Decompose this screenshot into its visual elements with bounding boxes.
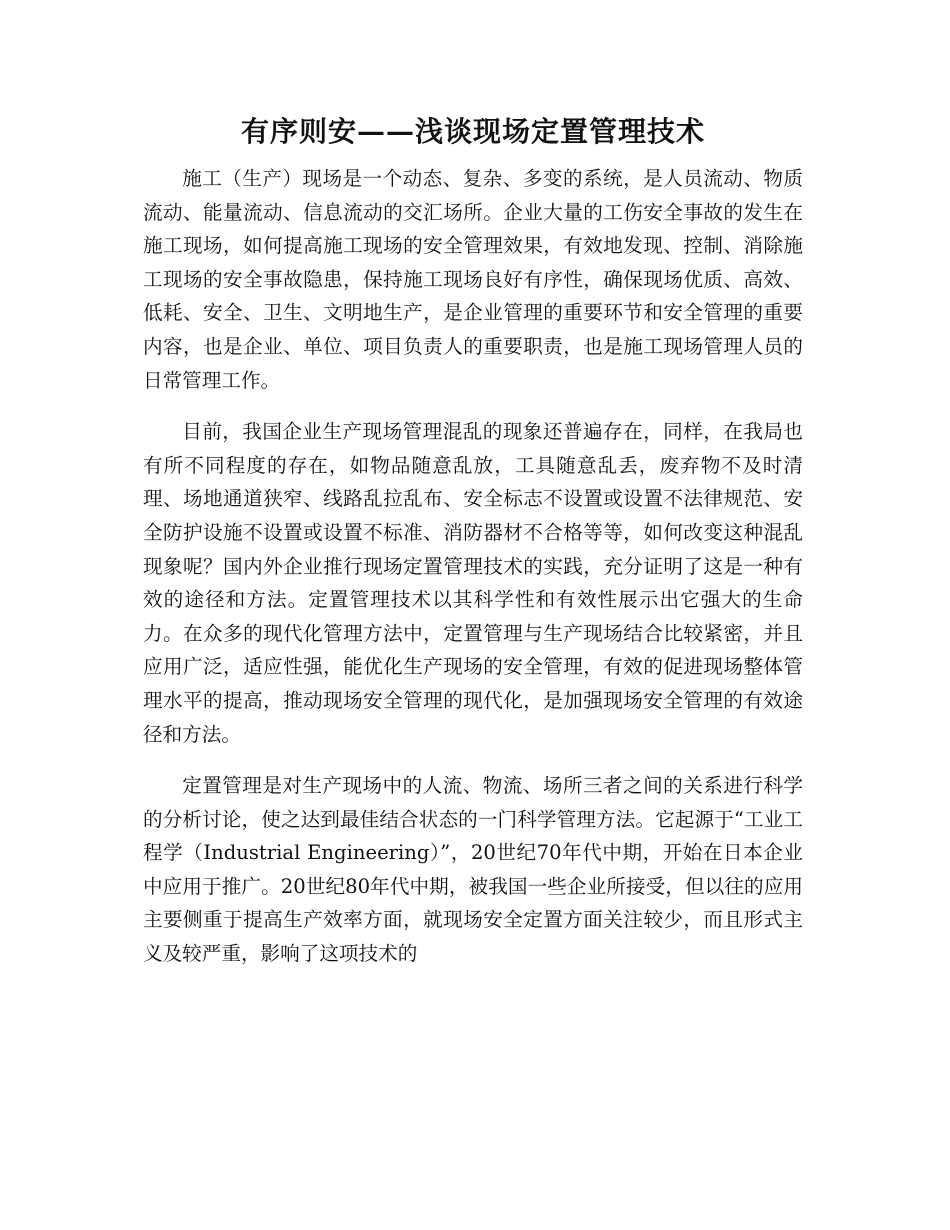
paragraph-2: 目前，我国企业生产现场管理混乱的现象还普遍存在，同样，在我局也有所不同程度的存在，如物品随意乱放，工具随意乱丢，废弃物不及时清理、场地通道狭窄、线路乱拉乱布、安全标志不设置或设置不法律规范、安全防护设施不设置或设置不标准、消防器材不合格等等，如何改变这种混乱现象呢？国内外企业推行现场定置管理技术的实践，充分证明了这是一种有效的途径和方法。定置管理技术以其科学性和有效性展示出它强大的生命力。在众多的现代化管理方法中，定置管理与生产现场结合比较紧密，并且应用广泛，适应性强，能优化生产现场的安全管理，有效的促进现场整体管理水平的提高，推动现场安全管理的现代化，是加强现场安全管理的有效途径和方法。 xyxy=(143,420,803,746)
document-page xyxy=(143,112,803,989)
paragraph-1: 施工（生产）现场是一个动态、复杂、多变的系统，是人员流动、物质流动、能量流动、信息流动的交汇场所。企业大量的工伤安全事故的发生在施工现场，如何提高施工现场的安全管理效果，有效地发现、控制、消除施工现场的安全事故隐患，保持施工现场良好有序性，确保现场优质、高效、低耗、安全、卫生、文明地生产，是企业管理的重要环节和安全管理的重要内容，也是企业、单位、项目负责人的重要职责，也是施工现场管理人员的日常管理工作。 xyxy=(143,167,803,392)
paragraph-3: 定置管理是对生产现场中的人流、物流、场所三者之间的关系进行科学的分析讨论，使之达到最佳结合状态的一门科学管理方法。它起源于“工业工程学（Industrial Engineering）”，20世纪70年代中期，开始在日本企业中应用于推广。20世纪80年代中期，被我国一些企业所接受，但以往的应用主要侧重于提高生产效率方面，就现场安全定置方面关注较少，而且形式主义及较严重，影响了这项技术的 xyxy=(143,774,803,966)
document-title: 有序则安——浅谈现场定置管理技术 xyxy=(240,115,705,148)
